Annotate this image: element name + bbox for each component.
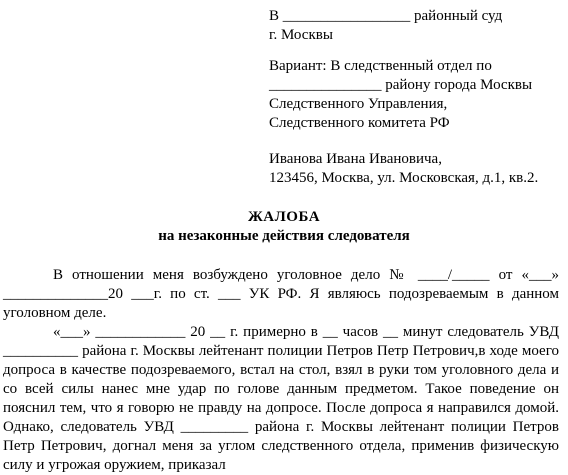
directorate-line: Следственного Управления, — [269, 96, 448, 112]
city-line: г. Москвы — [269, 27, 333, 43]
district-line: _______________ району города Москвы — [269, 77, 533, 93]
court-line: В _________________ районный суд — [269, 8, 503, 24]
paragraph-2: «___» ____________ 20 __ г. примерно в __ часов __ минут следователь УВД __________ района г. Москвы лейтенант полиции Петров Петр Петрович,в ходе моего допроса в качестве подозреваемого, встал на стол, взял в руки том уголовного дела и со всей силы нанес мне удар по голове данным предметом. Такое поведение он пояснил тем, что я говорю не правду на допросе. После допроса я направился домой. Однако, следователь УВД _________ района г. Москвы лейтенант полиции Петров Петр Петрович, догнал меня за углом следственного отдела, применив физическую силу и угрожая оружием, приказал — [3, 324, 559, 473]
alt-recipient-line: Вариант: В следственный отдел по — [269, 58, 492, 74]
complaint-body — [3, 266, 559, 475]
document-title — [0, 208, 568, 246]
title-subheading: на незаконные действия следователя — [158, 228, 410, 244]
committee-line: Следственного комитета РФ — [269, 115, 450, 131]
paragraph-1: В отношении меня возбуждено уголовное дело № ____/_____ от «___» ______________20 ___г. по ст. ___ УК РФ. Я являюсь подозреваемым в данном уголовном деле. — [3, 267, 559, 321]
applicant-address: 123456, Москва, ул. Московская, д.1, кв.2. — [269, 170, 539, 186]
applicant-name: Иванова Ивана Ивановича, — [269, 151, 442, 167]
title-heading: ЖАЛОБА — [247, 209, 321, 225]
addressee-block — [269, 7, 559, 188]
